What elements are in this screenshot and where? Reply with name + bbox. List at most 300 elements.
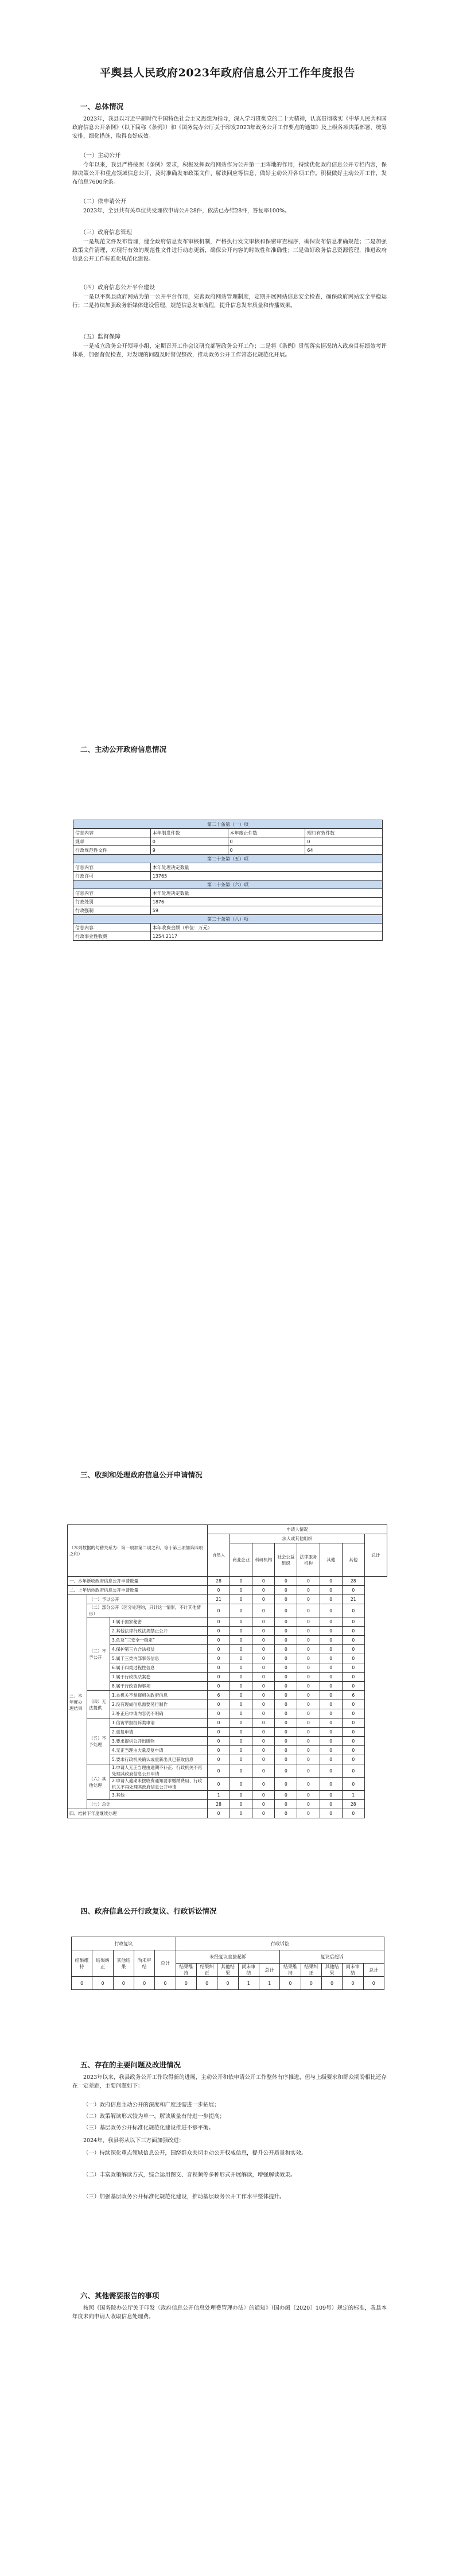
table-cell: 0 (275, 1636, 297, 1645)
table-cell: 0 (252, 1709, 275, 1718)
table-band: 第二十条第（八）项 (73, 915, 383, 924)
table-header: 结果维持 (176, 1964, 196, 1977)
row-label: 2.没有现成信息需要另行制作 (110, 1700, 208, 1709)
table-cell: 0 (252, 1636, 275, 1645)
table-cell: 0 (297, 1604, 320, 1617)
table-cell: 0 (342, 1778, 364, 1791)
table-cell: 0 (275, 1645, 297, 1654)
table-cell: 0 (275, 1737, 297, 1746)
row-label: 1.本机关不掌握相关政府信息 (110, 1691, 208, 1700)
group-label: （四）无法提供 (87, 1691, 110, 1718)
table-cell: 0 (320, 1673, 342, 1682)
table-cell: 0 (208, 1663, 230, 1673)
section-5-fix-2: （二）丰富政策解读方式，综合运用图文、音视频等多种形式开展解读，增强解读效果。 (83, 2172, 296, 2178)
table-cell: 0 (297, 1778, 320, 1791)
section-6-para: 按照《国务院办公厅关于印发〈政府信息公开信息处理费管理办法〉的通知》（国办函〔2020〕109号）规定的标准，我县本年度未向申请人收取信息处理费。 (72, 2305, 387, 2320)
row-label: 6.属于四类过程性信息 (110, 1663, 208, 1673)
table-header: 法律服务机构 (297, 1543, 320, 1577)
table-cell: 0 (208, 1645, 230, 1654)
table-cell: 0 (208, 1604, 230, 1617)
table-cell: 0 (320, 1746, 342, 1755)
table-cell: 0 (208, 1636, 230, 1645)
section-1-para-1: 今年以来，我县严格按照《条例》要求，积极发挥政府网站作为公开第一主阵地的作用，持续优化政府信息公开专栏内容，保障决策公开和重点领域信息公开，及时准确发布政策文件、解读回应等信息，做好主动公开各项工作。积极做好主动公开工作，发布信息7600余条。 (72, 162, 387, 185)
table-cell: 0 (342, 1654, 364, 1663)
table-cell: 0 (275, 1595, 297, 1604)
table-cell: 0 (208, 1586, 230, 1595)
group-label: （三）不予公开 (87, 1617, 110, 1691)
table-cell: 0 (342, 1764, 364, 1778)
table-cell: 0 (252, 1778, 275, 1791)
table-cell: 0 (275, 1604, 297, 1617)
table-cell: 0 (275, 1586, 297, 1595)
table-cell: 0 (230, 1691, 252, 1700)
table-cell: 0 (252, 1627, 275, 1636)
table-cell: 0 (252, 1809, 275, 1818)
table-header: 总计 (363, 1964, 384, 1977)
table-cell: 0 (297, 1691, 320, 1700)
table-cell: 0 (208, 1654, 230, 1663)
row-label: 4.无正当理由大量反复申请 (110, 1746, 208, 1755)
table-cell: 0 (320, 1809, 342, 1818)
table-cell: 0 (275, 1673, 297, 1682)
table-cell: 0 (320, 1627, 342, 1636)
table-header: 法人或其他组织 (230, 1534, 365, 1543)
table-cell: 0 (275, 1654, 297, 1663)
table-cell: 0 (320, 1604, 342, 1617)
table-row (68, 1728, 387, 1737)
table-cell: 0 (342, 1682, 364, 1691)
row-label: 1.申请人无正当理由逾期不补正、行政机关不再处理其政府信息公开申请 (110, 1764, 208, 1778)
table-cell: 0 (275, 1728, 297, 1737)
application-table-body (68, 1577, 387, 1818)
table-row (68, 1663, 387, 1673)
table-cell: 0 (297, 1755, 320, 1764)
table-header: 未经复议直接起诉 (176, 1950, 280, 1964)
table-cell: 0 (230, 1595, 252, 1604)
table-cell: 0 (342, 1627, 364, 1636)
table-row (68, 1746, 387, 1755)
table-cell: 0 (72, 1977, 92, 1990)
section-3-heading: 三、收到和处理政府信息公开申请情况 (80, 1471, 203, 1479)
table-cell: 1254.2117 (150, 932, 382, 941)
table-cell: 13765 (150, 872, 382, 880)
table-header: 尚未审结 (134, 1950, 154, 1977)
table-cell: 行政强制 (73, 906, 151, 915)
table-cell: 0 (252, 1718, 275, 1728)
section-5-fix-1: （一）持续深化重点领域信息公开，围绕群众关切主动公开权威信息，提升公开质量和实效。 (83, 2150, 307, 2156)
table-cell: 0 (176, 1977, 196, 1990)
table-cell: 0 (275, 1718, 297, 1728)
group-label: （六）其他处理 (87, 1764, 110, 1800)
table-cell: 0 (228, 846, 305, 855)
table-cell: 0 (275, 1755, 297, 1764)
section-1-para-4: 一是以平舆县政府网站为第一公开平台作用，完善政府网站管理制度，定期开展网站信息安全检查，确保政府网站安全平稳运行；二是持续加强政务新媒体建设管理，规范信息发布流程，提升信息发布质量和传播效果。 (72, 294, 387, 309)
table-row (72, 1977, 384, 1990)
table-cell: 64 (305, 846, 383, 855)
table-cell: 0 (275, 1791, 297, 1800)
table-cell: 0 (320, 1737, 342, 1746)
table-cell: 0 (275, 1691, 297, 1700)
row-label: 5.属于三类内部事务信息 (110, 1654, 208, 1663)
table-cell: 0 (208, 1673, 230, 1682)
table-cell: 1 (208, 1791, 230, 1800)
table-cell: 0 (252, 1645, 275, 1654)
table-corner-note: （本列数据的勾稽关系为：第一项加第二项之和，等于第三项加第四项之和） (68, 1525, 208, 1577)
table-cell: 0 (230, 1627, 252, 1636)
table-cell: 0 (92, 1977, 113, 1990)
table-cell: 0 (252, 1764, 275, 1778)
table-cell: 0 (208, 1718, 230, 1728)
table-cell: 0 (297, 1764, 320, 1778)
table-cell: 28 (208, 1577, 230, 1586)
table-cell: 0 (342, 1700, 364, 1709)
table-row (68, 1654, 387, 1663)
table-cell: 0 (320, 1755, 342, 1764)
row-label: （二）部分公开（区分处理的，只计这一情形，不计其他情形） (87, 1604, 208, 1617)
table-cell: 0 (230, 1700, 252, 1709)
table-header: 现行有效件数 (305, 829, 383, 837)
application-table (67, 1524, 387, 1818)
table-row (68, 1673, 387, 1682)
table-row (68, 1627, 387, 1636)
table-cell: 0 (252, 1577, 275, 1586)
table-cell: 0 (343, 1977, 363, 1990)
row-label: （一）予以公开 (87, 1595, 208, 1604)
table-cell: 0 (230, 1737, 252, 1746)
section-6-heading: 六、其他需要报告的事项 (80, 2291, 160, 2300)
table-cell: 0 (230, 1746, 252, 1755)
table-cell: 0 (230, 1645, 252, 1654)
table-cell: 0 (275, 1778, 297, 1791)
table-cell: 0 (252, 1586, 275, 1595)
table-header: 结果维持 (72, 1950, 92, 1977)
table-cell: 0 (230, 1791, 252, 1800)
table-header: 社会公益组织 (275, 1543, 297, 1577)
table-header: 复议后起诉 (280, 1950, 384, 1964)
table-band: 第二十条第（五）项 (73, 855, 383, 863)
row-label: 2.申请人逾期未按收费通知要求缴纳费用、行政机关不再处理其政府信息公开申请 (110, 1778, 208, 1791)
table-cell: 0 (320, 1577, 342, 1586)
table-cell: 1876 (150, 898, 382, 906)
table-row (68, 1778, 387, 1791)
table-row (68, 1586, 387, 1595)
row-label: 二、上年结转政府信息公开申请数量 (68, 1586, 208, 1595)
table-cell: 0 (230, 1709, 252, 1718)
table-cell: 6 (342, 1691, 364, 1700)
table-row (68, 1617, 387, 1627)
table-cell: 0 (297, 1617, 320, 1627)
table-cell: 0 (208, 1755, 230, 1764)
table-cell: 1 (238, 1977, 259, 1990)
table-cell: 0 (320, 1718, 342, 1728)
table-cell: 0 (252, 1800, 275, 1809)
table-header: 本年废止件数 (228, 829, 305, 837)
table-row (68, 1636, 387, 1645)
table-header: 其他 (320, 1543, 342, 1577)
table-cell: 0 (297, 1800, 320, 1809)
row-label: 3.补正后申请内容仍不明确 (110, 1709, 208, 1718)
table-cell: 0 (275, 1764, 297, 1778)
table-cell: 9 (150, 846, 228, 855)
table-cell: 0 (230, 1809, 252, 1818)
table-header: 科研机构 (252, 1543, 275, 1577)
table-cell: 0 (320, 1663, 342, 1673)
table-row (68, 1682, 387, 1691)
table-cell: 行政事业性收费 (73, 932, 151, 941)
table-cell: 行政规范性文件 (73, 846, 151, 855)
table-cell: 0 (252, 1654, 275, 1663)
table-band: 第二十条第（一）项 (73, 820, 383, 829)
table-header: 结果纠正 (196, 1964, 217, 1977)
table-cell: 0 (252, 1728, 275, 1737)
table-cell: 0 (230, 1673, 252, 1682)
table-header: 其他结果 (321, 1964, 342, 1977)
table-row (68, 1709, 387, 1718)
table-cell: 0 (252, 1595, 275, 1604)
proactive-disclosure-table (73, 820, 383, 941)
table-cell: 6 (208, 1691, 230, 1700)
section-5-issue-2: （二）政策解读形式较为单一，解读质量有待进一步提高； (83, 2113, 225, 2120)
section-1-sub-3: （三）政府信息管理 (80, 230, 132, 236)
table-header: 本年制发件数 (150, 829, 228, 837)
table-header: 商业企业 (230, 1543, 252, 1577)
table-header: 申请人情况 (208, 1525, 387, 1534)
table-cell: 0 (230, 1682, 252, 1691)
table-cell: 0 (297, 1791, 320, 1800)
table-cell: 0 (320, 1800, 342, 1809)
table-header: 其他结果 (217, 1964, 238, 1977)
table-cell: 0 (155, 1977, 176, 1990)
table-cell: 0 (297, 1645, 320, 1654)
table-cell: 0 (252, 1791, 275, 1800)
table-cell: 0 (230, 1728, 252, 1737)
table-header: 行政复议 (72, 1937, 176, 1950)
table-cell: 0 (342, 1728, 364, 1737)
row-label: 2.重复申请 (110, 1728, 208, 1737)
section-1-intro: 2023年，我县以习近平新时代中国特色社会主义思想为指导，深入学习贯彻党的二十大精神，认真贯彻落实《中华人民共和国政府信息公开条例》（以下简称《条例》）和《国务院办公厅关于印发2023年政务公开工作要点的通知》及上级各项决策部署，统筹安排，细化措施，取得良好成效。 (72, 116, 387, 139)
table-cell: 0 (320, 1691, 342, 1700)
table-cell: 规章 (73, 837, 151, 846)
table-row (68, 1737, 387, 1746)
table-cell: 0 (305, 837, 383, 846)
table-row (68, 1791, 387, 1800)
table-header: 信息内容 (73, 829, 151, 837)
table-row (68, 1800, 387, 1809)
table-header: 结果纠正 (92, 1950, 113, 1977)
row-label: 3.其他 (110, 1791, 208, 1800)
review-litigation-table (71, 1937, 384, 1990)
table-cell: 0 (320, 1595, 342, 1604)
section-5-issue-1: （一）政府信息主动公开的深度和广度还需进一步拓展； (83, 2102, 220, 2108)
table-cell: 行政许可 (73, 872, 151, 880)
table-cell: 0 (320, 1682, 342, 1691)
table-cell: 0 (342, 1673, 364, 1682)
table-cell: 0 (275, 1700, 297, 1709)
section-1-sub-2: （二）依申请公开 (80, 199, 126, 205)
table-cell: 0 (208, 1728, 230, 1737)
table-cell: 0 (342, 1809, 364, 1818)
table-cell: 0 (230, 1764, 252, 1778)
table-cell: 0 (342, 1604, 364, 1617)
table-cell: 0 (230, 1617, 252, 1627)
table-cell: 0 (320, 1728, 342, 1737)
table-cell: 0 (230, 1718, 252, 1728)
table-header: 本年收费金额（单位：万元） (150, 924, 382, 932)
table-cell: 0 (228, 837, 305, 846)
table-cell: 0 (113, 1977, 134, 1990)
table-cell: 0 (321, 1977, 342, 1990)
table-cell: 0 (320, 1778, 342, 1791)
table-cell: 0 (196, 1977, 217, 1990)
table-header: 尚未审结 (238, 1964, 259, 1977)
table-header: 尚未审结 (343, 1964, 363, 1977)
table-cell: 0 (275, 1809, 297, 1818)
report-title: 平舆县人民政府2023年政府信息公开工作年度报告 (100, 67, 355, 79)
table-cell: 0 (342, 1663, 364, 1673)
table-cell: 0 (275, 1617, 297, 1627)
table-cell: 0 (208, 1737, 230, 1746)
table-cell: 0 (252, 1663, 275, 1673)
table-band: 第二十条第（六）项 (73, 880, 383, 889)
table-cell: 0 (252, 1604, 275, 1617)
table-header: 总计 (364, 1534, 387, 1577)
table-cell: 0 (275, 1682, 297, 1691)
row-label: 3.要求提供公开出版物 (110, 1737, 208, 1746)
table-header: 行政诉讼 (176, 1937, 384, 1950)
table-cell: 0 (342, 1709, 364, 1718)
table-header: 其他结果 (113, 1950, 134, 1977)
table-cell: 0 (208, 1746, 230, 1755)
table-row (68, 1595, 387, 1604)
table-row (68, 1604, 387, 1617)
table-cell: 0 (208, 1709, 230, 1718)
row-label: 1.信访举报投诉类申请 (110, 1718, 208, 1728)
section-1-para-3: 一是规范文件发布管理，健全政府信息发布审核机制，严格执行发文审核和保密审查程序，确保发布信息准确规范；二是加强政策文件清理，对现行有效的规范性文件进行动态更新，确保公开内容的时效性和准确性；三是做好政务信息资源管理，推进政府信息公开工作标准化规范化建设。 (72, 239, 387, 262)
table-cell: 0 (252, 1746, 275, 1755)
table-cell: 0 (208, 1809, 230, 1818)
row-label: 一、本年新收政府信息公开申请数量 (68, 1577, 208, 1586)
table-cell: 0 (275, 1800, 297, 1809)
table-header: 信息内容 (73, 924, 151, 932)
section-1-para-2: 2023年，全县共有关单位共受理依申请公开28件，依法已办结28件，答复率100%。 (83, 208, 290, 214)
table-cell: 0 (297, 1663, 320, 1673)
table-cell: 0 (320, 1764, 342, 1778)
section-5-fix-3: （三）加强基层政务公开标准化规范化建设，推动基层政务公开工作水平整体提升。 (83, 2194, 285, 2200)
table-cell: 0 (252, 1682, 275, 1691)
table-row (68, 1691, 387, 1700)
table-cell: 0 (297, 1636, 320, 1645)
table-cell: 0 (275, 1709, 297, 1718)
table-cell: 0 (342, 1645, 364, 1654)
table-row (68, 1755, 387, 1764)
table-cell: 0 (342, 1718, 364, 1728)
table-cell: 0 (230, 1654, 252, 1663)
table-cell: 0 (297, 1682, 320, 1691)
table-cell: 0 (342, 1617, 364, 1627)
section-2-heading: 二、主动公开政府信息情况 (80, 745, 167, 754)
section-1-sub-1: （一）主动公开 (80, 153, 120, 159)
table-cell: 0 (280, 1977, 301, 1990)
table-header: 本年处理决定数量 (150, 863, 382, 872)
table-cell: 0 (297, 1700, 320, 1709)
table-cell: 0 (320, 1617, 342, 1627)
row-label: 1.属于国家秘密 (110, 1617, 208, 1627)
row-label: 3.危及“三安全一稳定” (110, 1636, 208, 1645)
table-cell: 59 (150, 906, 382, 915)
table-cell: 28 (342, 1800, 364, 1809)
table-cell: 0 (275, 1627, 297, 1636)
table-cell: 0 (217, 1977, 238, 1990)
table-cell: 0 (297, 1737, 320, 1746)
section-5-para-2: 2024年，我县将从以下三方面加强改进： (83, 2137, 185, 2144)
section-1-heading: 一、总体情况 (80, 102, 124, 111)
table-cell: 0 (342, 1746, 364, 1755)
row-label: 5.要求行政机关确认或重新出具已获取信息 (110, 1755, 208, 1764)
table-cell: 21 (342, 1595, 364, 1604)
table-cell: 0 (363, 1977, 384, 1990)
table-header: 信息内容 (73, 863, 151, 872)
table-cell: 行政处罚 (73, 898, 151, 906)
table-header: 结果维持 (280, 1964, 301, 1977)
table-cell: 0 (320, 1700, 342, 1709)
table-row (68, 1577, 387, 1586)
table-cell: 0 (230, 1636, 252, 1645)
table-cell: 0 (252, 1617, 275, 1627)
row-label: （七）总计 (87, 1800, 208, 1809)
table-header: 总计 (259, 1964, 279, 1977)
table-cell: 0 (342, 1636, 364, 1645)
section-1-sub-5: （五）监督保障 (80, 334, 120, 340)
table-cell: 0 (230, 1604, 252, 1617)
table-cell: 0 (320, 1654, 342, 1663)
table-cell: 0 (320, 1791, 342, 1800)
table-cell: 0 (134, 1977, 154, 1990)
table-cell: 0 (230, 1663, 252, 1673)
table-cell: 0 (208, 1682, 230, 1691)
table-cell: 0 (320, 1645, 342, 1654)
table-cell: 28 (342, 1577, 364, 1586)
table-cell: 0 (297, 1595, 320, 1604)
row-label: 2.其他法律行政法规禁止公开 (110, 1627, 208, 1636)
table-cell: 0 (297, 1809, 320, 1818)
table-cell: 0 (342, 1586, 364, 1595)
group-label: 三、本年度办理结果 (68, 1595, 87, 1809)
table-row (68, 1764, 387, 1778)
table-cell: 0 (275, 1663, 297, 1673)
table-cell: 0 (208, 1627, 230, 1636)
table-cell: 0 (150, 837, 228, 846)
table-header: 总计 (155, 1950, 176, 1977)
table-cell: 0 (208, 1700, 230, 1709)
table-cell: 0 (342, 1755, 364, 1764)
section-5-para-1: 2023年以来，我县政务公开工作取得新的进展，主动公开和依申请公开工作整体有序推进，但与上级要求和群众期盼相比还存在一定差距，主要问题如下： (72, 2074, 387, 2089)
table-cell: 0 (297, 1709, 320, 1718)
table-cell: 0 (297, 1586, 320, 1595)
table-row (68, 1645, 387, 1654)
table-cell: 0 (297, 1654, 320, 1663)
table-cell: 0 (252, 1691, 275, 1700)
section-5-heading: 五、存在的主要问题及改进情况 (80, 2061, 181, 2069)
table-cell: 0 (342, 1737, 364, 1746)
table-cell: 28 (208, 1800, 230, 1809)
table-cell: 0 (252, 1673, 275, 1682)
table-cell: 1 (342, 1791, 364, 1800)
table-cell: 0 (320, 1586, 342, 1595)
row-label: 四、结转下年度继续办理 (68, 1809, 208, 1818)
table-row (68, 1700, 387, 1709)
section-1-para-5: 一是成立政务公开领导小组，定期召开工作会议研究部署政务公开工作；二是将《条例》贯彻落实情况纳入政府目标绩效考评体系，加强督促检查，对发现的问题及时督促整改，推动政务公开工作常态化规范化开展。 (72, 343, 387, 358)
table-cell: 0 (230, 1755, 252, 1764)
